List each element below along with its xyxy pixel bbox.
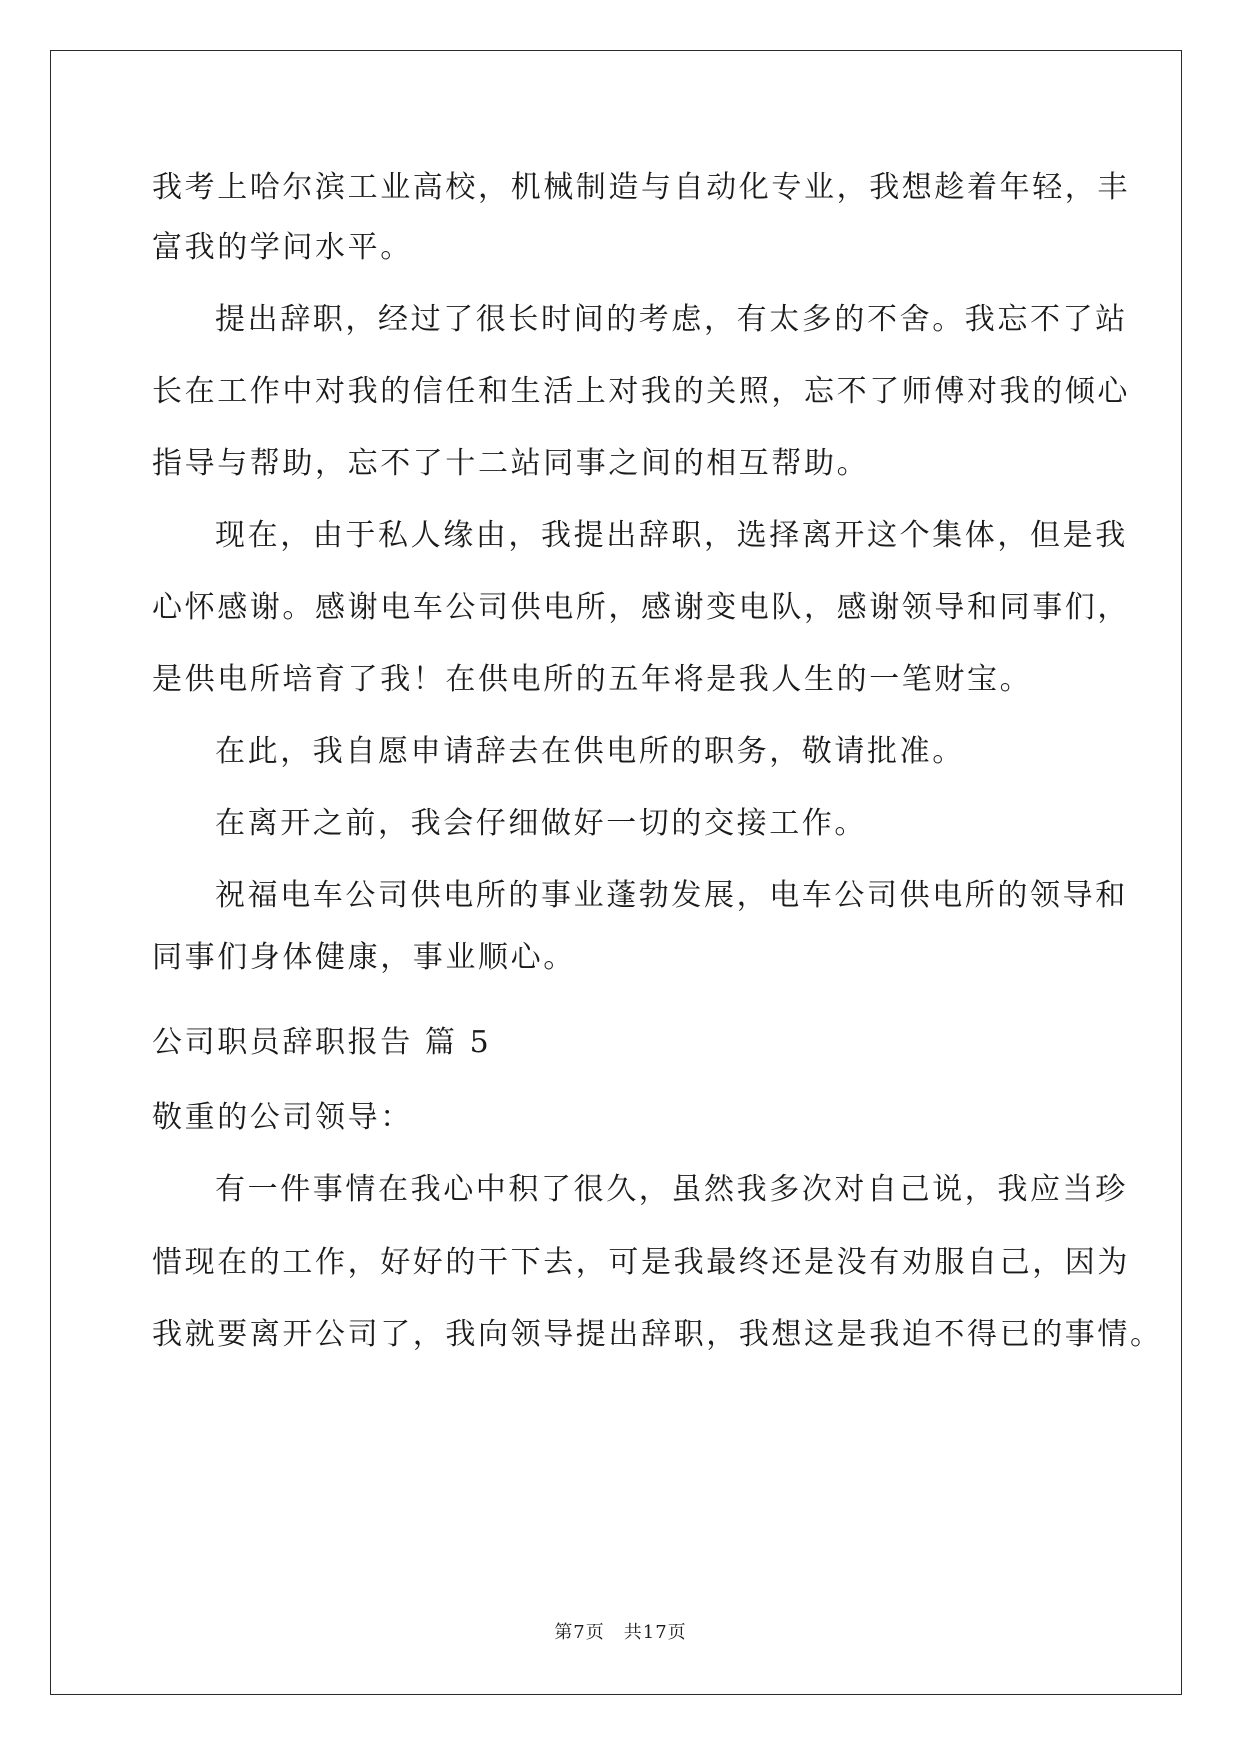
salutation: 敬重的公司领导： — [152, 1100, 413, 1135]
page-number-footer: 第7页 共17页 — [554, 1622, 687, 1643]
text-line: 长在工作中对我的信任和生活上对我的关照，忘不了师傅对我的倾心 — [152, 374, 1130, 409]
text-line: 同事们身体健康，事业顺心。 — [152, 940, 576, 975]
paragraph-start: 提出辞职，经过了很长时间的考虑，有太多的不舍。我忘不了站 — [215, 302, 1128, 337]
text-line: 指导与帮助，忘不了十二站同事之间的相互帮助。 — [152, 446, 870, 481]
paragraph-start: 现在，由于私人缘由，我提出辞职，选择离开这个集体，但是我 — [215, 518, 1128, 553]
text-line: 惜现在的工作，好好的干下去，可是我最终还是没有劝服自己，因为 — [152, 1245, 1130, 1280]
section-heading: 公司职员辞职报告 篇 5 — [152, 1025, 492, 1060]
text-line: 是供电所培育了我！在供电所的五年将是我人生的一笔财宝。 — [152, 662, 1033, 697]
text-line: 我考上哈尔滨工业高校，机械制造与自动化专业，我想趁着年轻，丰 — [152, 170, 1130, 205]
text-line: 心怀感谢。感谢电车公司供电所，感谢变电队，感谢领导和同事们， — [152, 590, 1130, 625]
text-line: 富我的学问水平。 — [152, 230, 413, 265]
paragraph-start: 祝福电车公司供电所的事业蓬勃发展，电车公司供电所的领导和 — [215, 878, 1128, 913]
paragraph-start: 有一件事情在我心中积了很久，虽然我多次对自己说，我应当珍 — [215, 1172, 1128, 1207]
page-border — [50, 50, 1182, 1695]
paragraph-start: 在此，我自愿申请辞去在供电所的职务，敬请批准。 — [215, 734, 965, 769]
text-line: 我就要离开公司了，我向领导提出辞职，我想这是我迫不得已的事情。 — [152, 1317, 1163, 1352]
paragraph-start: 在离开之前，我会仔细做好一切的交接工作。 — [215, 806, 867, 841]
